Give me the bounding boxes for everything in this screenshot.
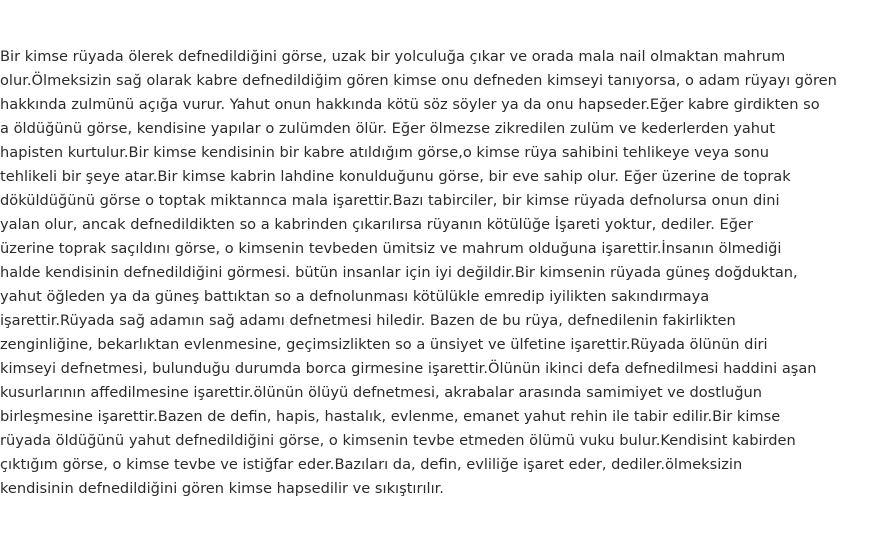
text-line: kendisinin defnedildiğini gören kimse hapsedilir ve sıkıştırılır. [0,480,444,497]
text-line: a öldüğünü görse, kendisine yapılar o zulümden ölür. Eğer ölmezse zikredilen zulüm ve kederlerden yahut [0,120,776,137]
text-line: kimseyi defnetmesi, bulunduğu durumda borca girmesine işarettir.Ölünün ikinci defa defnedilmesi haddini aşan [0,360,817,377]
text-line: birleşmesine işarettir.Bazen de defin, hapis, hastalık, evlenme, emanet yahut rehin ile tabir edilir.Bir kimse [0,408,781,425]
text-line: yahut öğleden ya da güneş battıktan so a defnolunması kötülükle emredip iyilikten sakındırmaya [0,288,710,305]
text-line: kusurlarının affedilmesine işarettir.ölünün ölüyü defnetmesi, akrabalar arasında samimiyet ve dostluğun [0,384,763,401]
text-line: çıktığım görse, o kimse tevbe ve istiğfar eder.Bazıları da, defin, evliliğe işaret eder, dediler.ölmeksizin [0,456,743,473]
text-line: hakkında zulmünü açığa vurur. Yahut onun hakkında kötü söz söyler ya da onu hapseder.Eğer kabre girdikten so [0,96,820,113]
article-body [0,45,880,501]
text-line: rüyada öldüğünü yahut defnedildiğini görse, o kimsenin tevbe etmeden ölümü vuku bulur.Kendisint kabirden [0,432,796,449]
text-line: üzerine toprak saçıldını görse, o kimsenin tevbeden ümitsiz ve mahrum olduğuna işarettir.İnsanın ölmediği [0,240,782,257]
text-line: olur.Ölmeksizin sağ olarak kabre defnedildiğim gören kimse onu defneden kimseyi tanıyorsa, o adam rüyayı gören [0,72,837,89]
text-line: döküldüğünü görse o toptak miktannca mala işarettir.Bazı tabirciler, bir kimse rüyada defnolursa onun dini [0,192,780,209]
text-line: yalan olur, ancak defnedildikten so a kabrinden çıkarılırsa rüyanın kötülüğe İşareti yoktur, dediler. Eğer [0,216,753,233]
text-line: tehlikeli bir şeye atar.Bir kimse kabrin lahdine konulduğunu görse, bir eve sahip olur. Eğer üzerine de toprak [0,168,791,185]
text-line: işarettir.Rüyada sağ adamın sağ adamı defnetmesi hiledir. Bazen de bu rüya, defnedilenin fakirlikten [0,312,736,329]
text-line: hapisten kurtulur.Bir kimse kendisinin bir kabre atıldığım görse,o kimse rüya sahibini tehlikeye veya sonu [0,144,770,161]
text-line: halde kendisinin defnedildiğini görmesi. bütün insanlar için iyi değildir.Bir kimsenin rüyada güneş doğduktan, [0,264,798,281]
text-line: zenginliğine, bekarlıktan evlenmesine, geçimsizlikten so a ünsiyet ve ülfetine işarettir.Rüyada ölünün diri [0,336,768,353]
text-line: Bir kimse rüyada ölerek defnedildiğini görse, uzak bir yolculuğa çıkar ve orada mala nail olmaktan mahrum [0,48,786,65]
